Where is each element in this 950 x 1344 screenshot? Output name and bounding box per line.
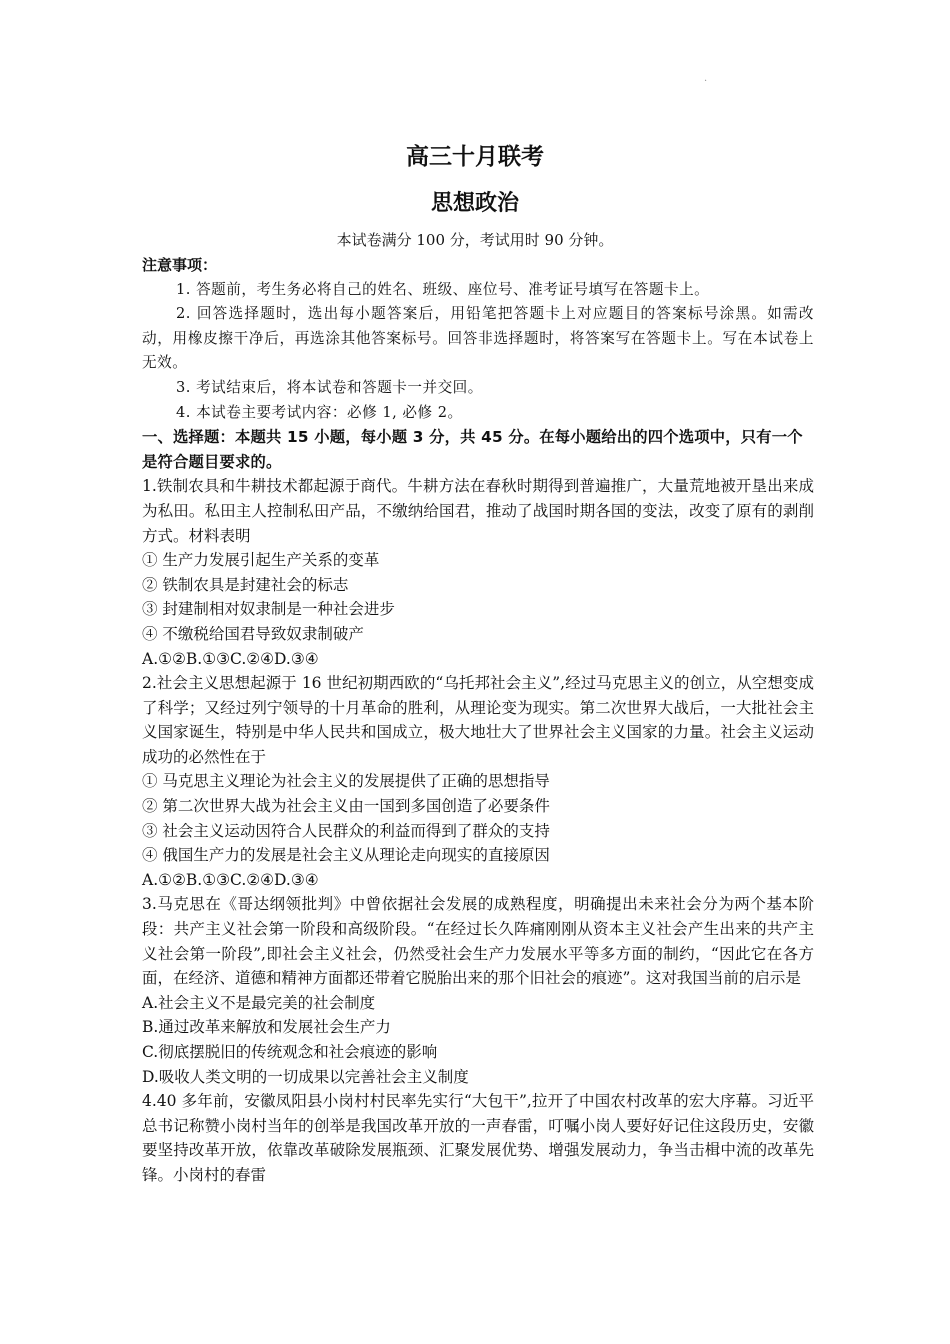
choice-d: D.吸收人类文明的一切成果以完善社会主义制度 [142, 1067, 469, 1086]
choice-b: B.通过改革来解放和发展社会生产力 [142, 1018, 391, 1037]
question-4-stem: 4.40 多年前，安徽凤阳县小岗村村民率先实行“大包干”,拉开了中国农村改革的宏大序幕。习近平总书记称赞小岗村当年的创举是我国改革开放的一声春雷，叮嘱小岗人要好好记住这段历史，安徽要坚持改革开放，依靠改革破除发展瓶颈、汇聚发展优势、增强发展动力，争当击楫中流的改革先锋。小岗村的春雷 [142, 1092, 814, 1184]
exam-info: 本试卷满分 100 分，考试用时 90 分钟。 [336, 231, 614, 249]
scan-dot: · [704, 76, 708, 87]
statement: ④ 不缴税给国君导致奴隶制破产 [142, 624, 364, 643]
exam-body [142, 253, 814, 1188]
statement: ③ 社会主义运动因符合人民群众的利益而得到了群众的支持 [142, 821, 550, 840]
answer-options: A.①②B.①③C.②④D.③④ [142, 870, 319, 889]
choice-c: C.彻底摆脱旧的传统观念和社会痕迹的影响 [142, 1043, 438, 1061]
question-1-stem: 1.铁制农具和牛耕技术都起源于商代。牛耕方法在春秋时期得到普遍推广，大量荒地被开垦出来成为私田。私田主人控制私田产品，不缴纳给国君，推动了战国时期各国的变法，改变了原有的剥削方式。材料表明 [142, 477, 814, 545]
answer-options: A.①②B.①③C.②④D.③④ [142, 649, 319, 668]
statement: ① 马克思主义理论为社会主义的发展提供了正确的思想指导 [142, 772, 550, 791]
statement: ④ 俄国生产力的发展是社会主义从理论走向现实的直接原因 [142, 846, 550, 865]
choice-a: A.社会主义不是最完美的社会制度 [142, 993, 376, 1012]
notice-item: 4. 本试卷主要考试内容：必修 1, 必修 2。 [176, 403, 463, 421]
question-2-stem: 2.社会主义思想起源于 16 世纪初期西欧的“乌托邦社会主义”,经过马克思主义的创立，从空想变成了科学；又经过列宁领导的十月革命的胜利，从理论变为现实。第二次世界大战后，一大批社会主义国家诞生，特别是中华人民共和国成立，极大地壮大了世界社会主义国家的力量。社会主义运动成功的必然性在于 [142, 674, 814, 766]
notice-item: 3. 考试结束后，将本试卷和答题卡一并交回。 [176, 378, 483, 396]
subject-title: 思想政治 [430, 191, 519, 216]
statement: ② 铁制农具是封建社会的标志 [142, 575, 349, 594]
statement: ③ 封建制相对奴隶制是一种社会进步 [142, 600, 395, 619]
exam-title: 高三十月联考 [406, 144, 544, 170]
statement: ① 生产力发展引起生产关系的变革 [142, 551, 380, 570]
notice-item: 1. 答题前，考生务必将自己的姓名、班级、座位号、准考证号填写在答题卡上。 [176, 280, 710, 298]
section-heading: 一、选择题：本题共 15 小题，每小题 3 分，共 45 分。在每小题给出的四个选项中，只有一个是符合题目要求的。 [142, 428, 803, 471]
question-3-stem: 3.马克思在《哥达纲领批判》中曾依据社会发展的成熟程度，明确提出未来社会分为两个基本阶段：共产主义社会第一阶段和高级阶段。“在经过长久阵痛刚刚从资本主义社会产生出来的共产主义社会第一阶段”,即社会主义社会，仍然受社会生产力发展水平等多方面的制约，“因此它在各方面，在经济、道德和精神方面都还带着它脱胎出来的那个旧社会的痕迹”。这对我国当前的启示是 [142, 895, 814, 988]
statement: ② 第二次世界大战为社会主义由一国到多国创造了必要条件 [142, 797, 550, 816]
notice-heading: 注意事项： [142, 256, 218, 274]
notice-item: 2. 回答选择题时，选出每小题答案后，用铅笔把答题卡上对应题目的答案标号涂黑。如需改动，用橡皮擦干净后，再选涂其他答案标号。回答非选择题时，将答案写在答题卡上。写在本试卷上无效。 [142, 305, 814, 372]
